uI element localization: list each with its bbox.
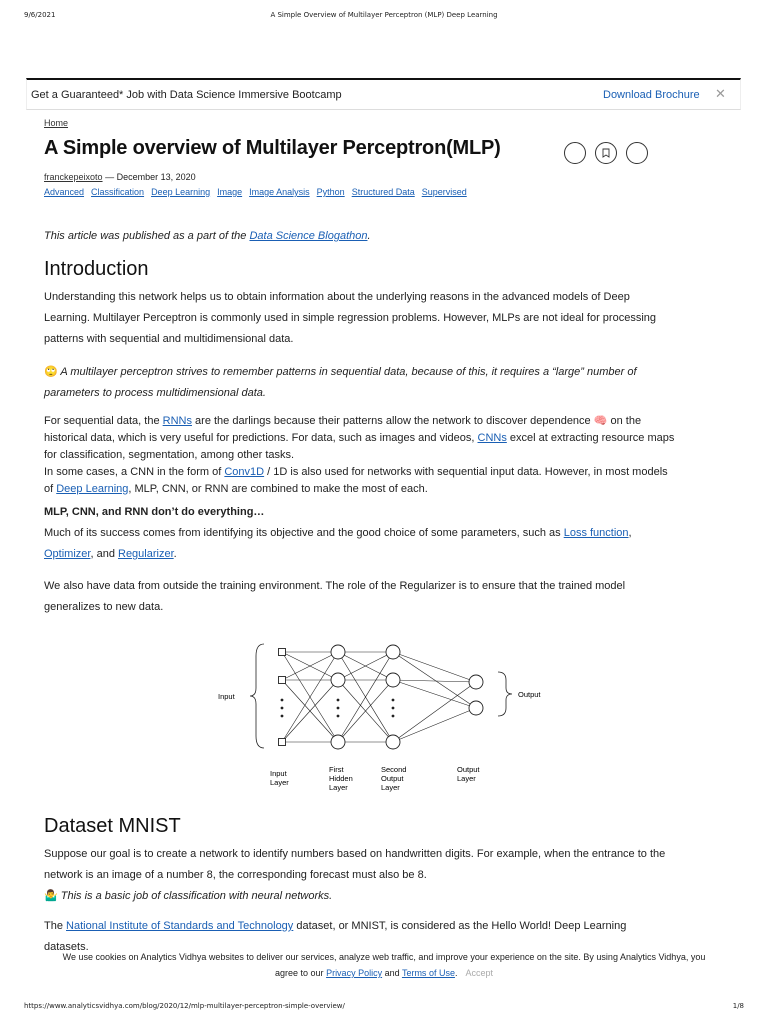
bookmark-button[interactable] [595,142,617,164]
share-button[interactable] [564,142,586,164]
nist-paragraph: The National Institute of Standards and Technology dataset, or MNIST, is considered as the Hello World! Deep Learning datasets. [44,920,627,953]
connection-edge [393,708,476,742]
connection-edge [393,680,476,708]
hidden-node [331,735,345,749]
hidden-node [331,645,345,659]
hidden2-label-1: Second [381,765,407,774]
success-paragraph: Much of its success comes from identifying its objective and the good choice of some parameters, such as Loss function, Optimizer, and Regularizer. [44,527,632,560]
shrug-emoji-icon: 🤷‍♂️ [44,890,58,902]
mlp-note: 🙄 A multilayer perceptron strives to remember patterns in sequential data, because of this, it requires a “large” number of parameters to process multidimensional data. [44,366,637,399]
publish-date: — December 13, 2020 [105,172,196,182]
print-title: A Simple Overview of Multilayer Perceptron (MLP) Deep Learning [270,11,498,19]
tag-link[interactable]: Image [217,187,243,197]
nist-link[interactable]: National Institute of Standards and Technology [66,920,294,932]
privacy-policy-link[interactable]: Privacy Policy [326,968,383,978]
author-link[interactable]: franckepeixoto [44,172,103,182]
output-brace [498,672,512,716]
sequential-paragraph: For sequential data, the RNNs are the darlings because their patterns allow the network to discover dependence 🧠 on the historical data, which is very useful for predictions. For data, such as images and videos, CNNs excel at extracting resource maps for classification, segmentation, among other tasks. In some cases, a CNN in the form of Conv1D / 1D is also used for networks with sequential input data. However, in most models of Deep Learning, MLP, CNN, or RNN are combined to make the most of each. [44,415,675,495]
brain-emoji-icon: 🧠 [593,415,608,427]
intro-paragraph: Understanding this network helps us to obtain information about the underlying reasons in the advanced models of Deep Learning. Multilayer Perceptron is commonly used in simple regression problems. However, MLPs are not ideal for processing patterns with sequential and multidimensional data. [44,291,656,345]
input-node [279,739,286,746]
blogathon-link[interactable]: Data Science Blogathon [249,230,368,242]
optimizer-link[interactable]: Optimizer [44,548,91,560]
regularizer-link[interactable]: Regularizer [118,548,174,560]
bold-statement: MLP, CNN, and RNN don’t do everything… [44,506,265,518]
conv1d-link[interactable]: Conv1D [224,466,265,478]
hidden1-label-2: Hidden [329,774,353,783]
outside-data-paragraph: We also have data from outside the training environment. The role of the Regularizer is to ensure that the trained model generalizes to new data. [44,580,626,613]
ellipsis-dot [337,699,340,702]
diagram-edges [282,652,476,742]
output-layer-label-2: Layer [457,774,476,783]
deep-learning-link[interactable]: Deep Learning [56,483,129,495]
input-brace [250,644,264,748]
cnn-link[interactable]: CNNs [477,432,507,444]
print-date: 9/6/2021 [24,11,56,19]
tag-link[interactable]: Classification [91,187,145,197]
intro-heading: Introduction [44,258,149,280]
diagram-input-label: Input [218,692,235,701]
ellipsis-dot [337,707,340,710]
promo-banner [26,78,741,110]
hidden2-label-3: Layer [381,783,400,792]
output-node [469,675,483,689]
mlp-diagram [210,636,570,806]
connection-edge [393,682,476,742]
tag-link[interactable]: Image Analysis [249,187,310,197]
tag-link[interactable]: Supervised [421,187,467,197]
ellipsis-dot [392,707,395,710]
tag-link[interactable]: Deep Learning [151,187,211,197]
breadcrumb-home-link[interactable]: Home [44,118,69,128]
mnist-heading: Dataset MNIST [44,815,181,837]
input-node [279,677,286,684]
article-meta [44,172,724,182]
hidden-node [386,735,400,749]
banner-text: Get a Guaranteed* Job with Data Science Immersive Bootcamp [31,89,342,101]
ellipsis-dot [281,715,284,718]
more-button[interactable] [626,142,648,164]
hidden-node [386,673,400,687]
classification-note: 🤷‍♂️ This is a basic job of classification with neural networks. [44,890,333,902]
published-note: This article was published as a part of the Data Science Blogathon. [44,230,371,242]
hidden1-label-3: Layer [329,783,348,792]
close-icon[interactable]: ✕ [715,86,726,101]
mnist-paragraph: Suppose our goal is to create a network to identify numbers based on handwritten digits. For example, when the entrance to the network is an image of a number 8, the corresponding forecast must also be 8. [44,848,666,881]
cookie-text: We use cookies on Analytics Vidhya websites to deliver our services, analyze web traffic, and improve your experience on the site. By using Analytics Vidhya, you [62,952,706,962]
diagram-output-label: Output [518,690,541,699]
diagram-nodes [279,645,484,749]
hidden-node [386,645,400,659]
connection-edge [393,652,476,682]
output-layer-label-1: Output [457,765,480,774]
ellipsis-dot [392,715,395,718]
ellipsis-dot [281,699,284,702]
accept-button[interactable]: Accept [465,968,493,978]
page-number: 1/8 [732,1002,744,1010]
tag-list [44,187,724,197]
ellipsis-dot [337,715,340,718]
cookie-consent-bar: We use cookies on Analytics Vidhya websites to deliver our services, analyze web traffic, and improve your experience on the site. By using Analytics Vidhya, you agree to our Privacy Policy and Terms of Use. Accept [0,952,768,978]
article-title: A Simple overview of Multilayer Perceptron(MLP) [44,137,501,159]
bookmark-icon [596,143,616,163]
input-node [279,649,286,656]
hidden1-label-1: First [329,765,344,774]
download-brochure-link[interactable]: Download Brochure [603,89,700,101]
ellipsis-dot [281,707,284,710]
tag-link[interactable]: Structured Data [351,187,415,197]
rnn-link[interactable]: RNNs [162,415,192,427]
tag-link[interactable]: Advanced [44,187,85,197]
tag-link[interactable]: Python [316,187,345,197]
print-header [24,11,744,23]
input-layer-label-2: Layer [270,778,289,787]
print-url: https://www.analyticsvidhya.com/blog/2020/12/mlp-multilayer-perceptron-simple-overview/ [24,1002,345,1010]
input-layer-label-1: Input [270,769,287,778]
hidden-node [331,673,345,687]
output-node [469,701,483,715]
loss-function-link[interactable]: Loss function [563,527,629,539]
ellipsis-dot [392,699,395,702]
terms-of-use-link[interactable]: Terms of Use [401,968,455,978]
eye-roll-emoji-icon: 🙄 [44,366,58,378]
breadcrumb [44,118,724,128]
hidden2-label-2: Output [381,774,404,783]
